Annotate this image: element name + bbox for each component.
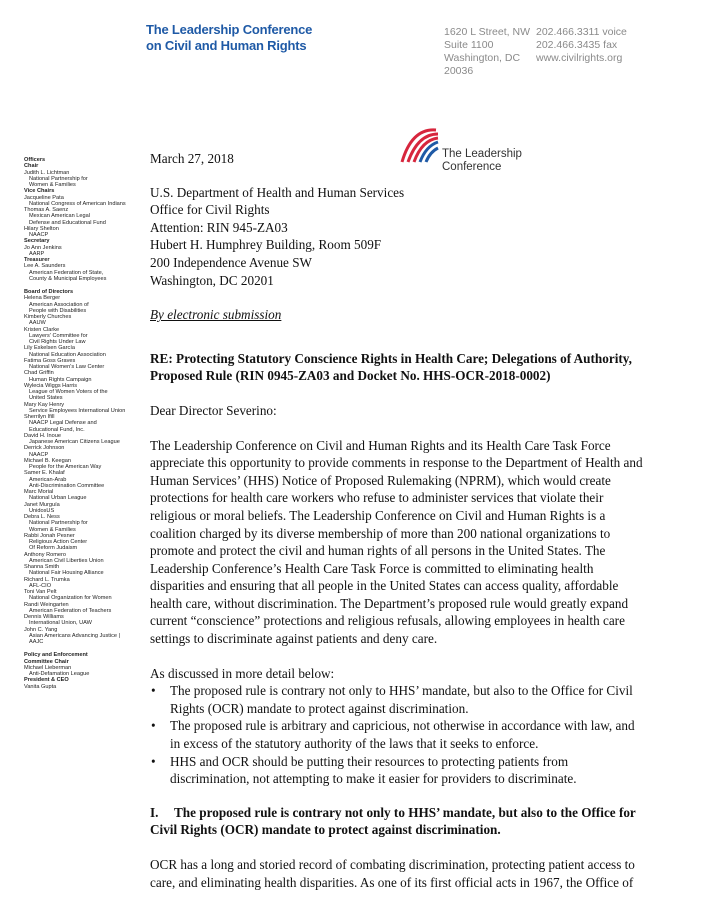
- sidebar-spacer: [24, 645, 142, 652]
- paragraph-line: appreciate this opportunity to provide comments in response to the Department of Health and: [150, 455, 643, 471]
- paragraph-ocr-record: [150, 856, 698, 891]
- sidebar-member-affiliation: National Partnership for: [29, 175, 88, 182]
- officers-sidebar: [24, 157, 142, 690]
- organization-name-line1: The Leadership Conference: [146, 22, 313, 37]
- paragraph-line: protections for health care workers who refuse to administer services that violate their: [150, 490, 604, 506]
- sidebar-member-affiliation: Civil Rights Under Law: [29, 339, 86, 345]
- address-line: Washington, DC: [444, 52, 521, 64]
- paragraph-line: current “conscience” protections and religious refusals, allowing employees in health care: [150, 613, 625, 629]
- sidebar-member-affiliation: Religious Action Center: [29, 539, 88, 545]
- sidebar-spacer: [24, 282, 142, 289]
- paragraph-line: Leadership Conference’s Health Care Task Force is committed to eliminating health: [150, 560, 594, 576]
- salutation: Dear Director Severino:: [150, 402, 277, 418]
- sidebar-member-name: Toni Van Pelt: [24, 589, 57, 595]
- sidebar-member-name: Randi Weingarten: [24, 601, 69, 608]
- section-heading: [150, 804, 698, 839]
- sidebar-heading: Policy and Enforcement: [24, 652, 88, 659]
- recipient-line: Attention: RIN 945-ZA03: [150, 219, 288, 235]
- summary-bullet-list: [150, 682, 698, 788]
- sidebar-member-affiliation: AAJC: [29, 639, 44, 645]
- sidebar-member-affiliation: National Education Association: [29, 351, 106, 358]
- paragraph-line: care, and eliminating health disparities. As one of its first official acts in 1967, the Office of: [150, 874, 634, 890]
- sidebar-member-name: Helena Berger: [24, 295, 61, 302]
- sidebar-member-affiliation: Of Reform Judaism: [29, 545, 78, 552]
- sidebar-member-name: Judith L. Lichtman: [24, 169, 70, 176]
- paragraph-line: coalition charged by its diverse membership of more than 200 national organizations to: [150, 525, 611, 541]
- sidebar-member-name: Lee A. Saunders: [24, 263, 66, 270]
- sidebar-member-affiliation: American-Arab: [29, 476, 67, 483]
- phone-voice: 202.466.3311 voice: [536, 26, 627, 38]
- sidebar-member-name: Derrick Johnson: [24, 445, 65, 452]
- sidebar-member-name: Fatima Goss Graves: [24, 357, 76, 364]
- sidebar-member-name: David H. Inoue: [24, 432, 62, 439]
- sidebar-member-name: Shanna Smith: [24, 564, 60, 570]
- recipient-line: Office for Civil Rights: [150, 202, 270, 218]
- sidebar-member-affiliation: People with Disabilities: [29, 307, 87, 314]
- recipient-line: Hubert H. Humphrey Building, Room 509F: [150, 237, 382, 253]
- bullet-line: • The proposed rule is contrary not only to HHS’ mandate, but also to the Office for Civil: [170, 683, 633, 699]
- sidebar-member-affiliation: People for the American Way: [29, 464, 102, 470]
- sidebar-member-name: Jacqueline Pata: [24, 194, 64, 201]
- sidebar-member-affiliation: National Partnership for: [29, 520, 88, 527]
- recipient-line: U.S. Department of Health and Human Services: [150, 184, 405, 200]
- sidebar-member-affiliation: Defense and Educational Fund: [29, 219, 106, 226]
- bullets-intro: As discussed in more detail below:: [150, 665, 335, 681]
- phone-fax: 202.466.3435 fax: [536, 39, 618, 51]
- subject-line-1: RE: Protecting Statutory Conscience Rights in Health Care; Delegations of Authority,: [150, 350, 632, 366]
- sidebar-heading: Committee Chair: [24, 658, 69, 665]
- paragraph-line: disparities and ensuring that all people in the United States can access quality, affordable: [150, 578, 619, 594]
- sidebar-heading: Chair: [24, 163, 39, 170]
- bullet-line: in excess of the statutory authority of the laws that it seeks to enforce.: [170, 736, 539, 752]
- sidebar-member-affiliation: Women & Families: [29, 182, 76, 188]
- letter-date: March 27, 2018: [150, 151, 234, 166]
- recipient-line: Washington, DC 20201: [150, 272, 274, 288]
- sidebar-member-affiliation: League of Women Voters of the: [29, 389, 108, 395]
- sidebar-heading: Board of Directors: [24, 289, 74, 295]
- subject-line: [150, 350, 698, 385]
- sidebar-member-affiliation: Mexican American Legal: [29, 213, 90, 220]
- sidebar-member-name: Vanita Gupta: [24, 683, 57, 690]
- sidebar-member-name: John C. Yang: [24, 626, 58, 633]
- recipient-line: 200 Independence Avenue SW: [150, 254, 312, 270]
- paragraph-line: promote and protect the civil and human rights of all persons in the United States. The: [150, 543, 606, 559]
- recipient-address: [150, 184, 698, 290]
- sidebar-member-affiliation: American Federation of Teachers: [29, 607, 112, 614]
- organization-name: [146, 22, 312, 54]
- paragraph-line: religious or moral beliefs. The Leadership Conference on Civil and Human Rights is a: [150, 507, 606, 523]
- sidebar-member-affiliation: Asian Americans Advancing Justice |: [29, 632, 120, 639]
- logo-text-line1: The Leadership: [442, 148, 522, 160]
- section-heading-line1: The proposed rule is contrary not only to HHS’ mandate, but also to the Office for: [174, 804, 636, 820]
- sidebar-member-name: Samer E. Khalaf: [24, 470, 65, 477]
- sidebar-member-affiliation: National Fair Housing Alliance: [29, 570, 104, 577]
- address-line: 20036: [444, 65, 474, 77]
- section-heading-line2: Civil Rights (OCR) mandate to protect against discrimination.: [150, 822, 501, 838]
- sidebar-member-affiliation: United States: [29, 395, 63, 402]
- sidebar-member-affiliation: National Urban League: [29, 495, 87, 502]
- paragraph-intro: [150, 437, 698, 648]
- bullet-line: discrimination, not attempting to make it easier for providers to discriminate.: [170, 771, 577, 787]
- sidebar-member-name: Debra L. Ness: [24, 514, 60, 520]
- sidebar-member-name: Mary Kay Henry: [24, 401, 65, 408]
- sidebar-member-name: Dennis Williams: [24, 614, 64, 620]
- sidebar-member-affiliation: American Civil Liberties Union: [29, 557, 104, 564]
- summary-bullet: [150, 753, 698, 788]
- sidebar-member-name: Thomas A. Saenz: [24, 207, 69, 213]
- letter-body: [150, 150, 698, 891]
- subject-line-2: Proposed Rule (RIN 0945-ZA03 and Docket No. HHS-OCR-2018-0002): [150, 368, 551, 384]
- sidebar-member-name: Lily Eskelsen García: [24, 345, 75, 352]
- sidebar-heading: Treasurer: [24, 257, 50, 263]
- sidebar-member-name: Jo Ann Jenkins: [24, 244, 62, 251]
- organization-name-line2: on Civil and Human Rights: [146, 38, 307, 53]
- sidebar-member-name: Wylecia Wiggs Harris: [24, 382, 78, 389]
- sidebar-member-affiliation: Human Rights Campaign: [29, 376, 92, 383]
- sidebar-member-affiliation: Educational Fund, Inc.: [29, 426, 85, 433]
- sidebar-member-affiliation: Service Employees International Union: [29, 407, 126, 414]
- sidebar-member-name: Kimberly Churches: [24, 314, 72, 320]
- sidebar-member-name: Anthony Romero: [24, 551, 66, 558]
- sidebar-member-name: Sherrilyn Ifill: [24, 414, 55, 420]
- sidebar-member-name: Michael B. Keegan: [24, 457, 71, 464]
- sidebar-member-affiliation: International Union, UAW: [29, 620, 92, 627]
- bullet-line: Rights (OCR) mandate to protect against discrimination.: [170, 700, 469, 716]
- sidebar-member-affiliation: American Federation of State,: [29, 269, 104, 276]
- sidebar-member-affiliation: National Women's Law Center: [29, 364, 105, 370]
- sidebar-heading: President & CEO: [24, 677, 69, 684]
- sidebar-member-name: Rabbi Jonah Pesner: [24, 532, 75, 539]
- sidebar-member-affiliation: National Congress of American Indians: [29, 200, 126, 207]
- sidebar-member-affiliation: NAACP: [29, 232, 49, 238]
- sidebar-heading: Vice Chairs: [24, 188, 55, 195]
- sidebar-member-name: Richard L. Trumka: [24, 576, 70, 583]
- sidebar-member-affiliation: American Association of: [29, 301, 89, 308]
- contact-info: [536, 26, 627, 65]
- website-link[interactable]: www.civilrights.org: [536, 52, 623, 64]
- sidebar-heading: Officers: [24, 157, 46, 163]
- street-address: [444, 26, 530, 78]
- logo-text-line2: Conference: [442, 161, 502, 173]
- sidebar-member-affiliation: Anti-Defamation League: [29, 671, 90, 677]
- sidebar-member-name: Hilary Shelton: [24, 225, 59, 232]
- sidebar-member-affiliation: Women & Families: [29, 526, 76, 533]
- bullet-line: • HHS and OCR should be putting their resources to protecting patients from: [170, 753, 569, 769]
- sidebar-member-affiliation: UnidosUS: [29, 507, 55, 514]
- paragraph-line: The Leadership Conference on Civil and Human Rights and its Health Care Task Force: [150, 437, 611, 453]
- paragraph-line: settings to discriminate against patients and deny care.: [150, 631, 438, 647]
- electronic-submission-note: By electronic submission: [150, 307, 282, 323]
- sidebar-member-name: Kristen Clarke: [24, 326, 60, 333]
- sidebar-member-affiliation: Lawyers' Committee for: [29, 332, 88, 339]
- sidebar-member-name: Michael Lieberman: [24, 664, 72, 671]
- sidebar-member-affiliation: AFL-CIO: [29, 582, 52, 589]
- summary-bullet: [150, 682, 698, 717]
- paragraph-line: health care, without discrimination. The Department’s proposed rule would greatly expand: [150, 595, 629, 611]
- paragraph-line: OCR has a long and storied record of combating discrimination, protecting patient access to: [150, 857, 635, 872]
- summary-bullet: [150, 717, 698, 752]
- section-number: I.: [150, 804, 159, 820]
- paragraph-line: Human Services’ (HHS) Notice of Proposed Rulemaking (NPRM), which would create: [150, 472, 611, 488]
- sidebar-member-affiliation: AAUW: [29, 320, 46, 327]
- sidebar-member-name: Janet Murguía: [24, 501, 60, 508]
- sidebar-member-affiliation: AARP: [29, 250, 45, 257]
- address-line: 1620 L Street, NW: [444, 26, 530, 38]
- sidebar-member-affiliation: National Organization for Women: [29, 595, 112, 602]
- sidebar-member-affiliation: NAACP Legal Defense and: [29, 420, 97, 427]
- address-line: Suite 1100: [444, 39, 494, 51]
- sidebar-heading: Secretary: [24, 238, 50, 245]
- sidebar-member-affiliation: Anti-Discrimination Committee: [29, 482, 105, 489]
- sidebar-member-name: Chad Griffin: [24, 370, 54, 377]
- sidebar-member-name: Marc Morial: [24, 489, 54, 495]
- bullet-line: • The proposed rule is arbitrary and capricious, not otherwise in accordance with law, and: [170, 718, 635, 734]
- sidebar-member-affiliation: County & Municipal Employees: [29, 275, 107, 282]
- sidebar-member-affiliation: Japanese American Citizens League: [29, 439, 120, 445]
- sidebar-member-affiliation: NAACP: [29, 451, 49, 458]
